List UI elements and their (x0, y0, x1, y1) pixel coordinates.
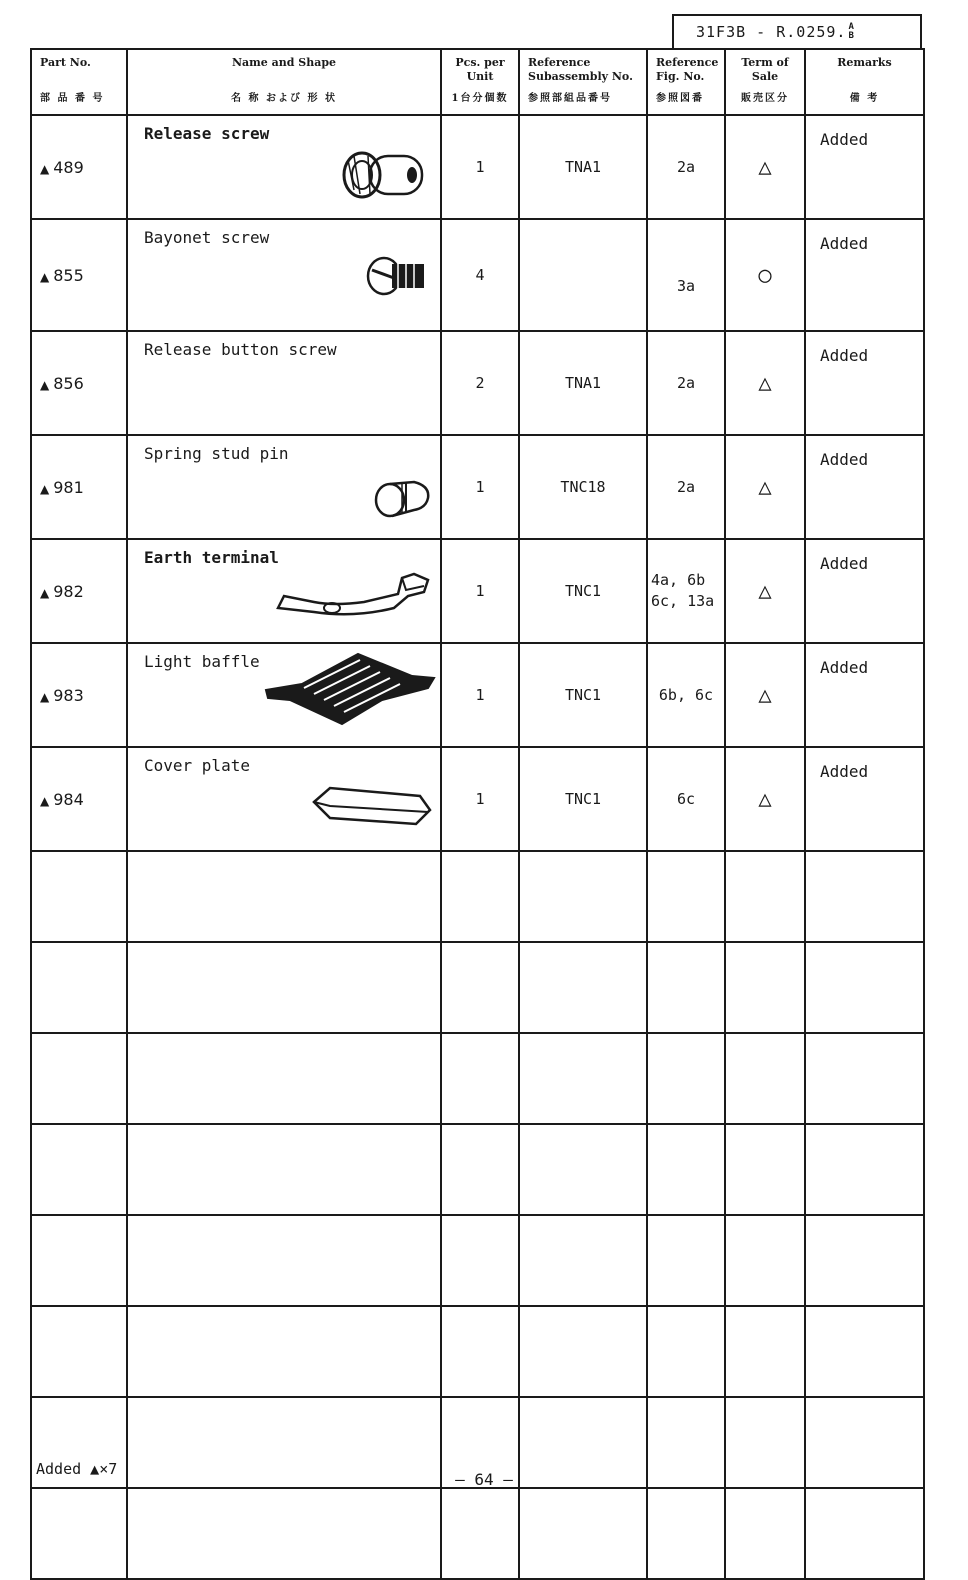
name-shape-cell: Spring stud pin (127, 435, 441, 539)
term-of-sale-cell: △ (725, 115, 805, 219)
remarks-cell: Added (805, 115, 924, 219)
term-of-sale-cell: ○ (725, 219, 805, 331)
part-number-cell: ▲ 855 (31, 219, 127, 331)
subassembly-cell: TNC1 (519, 643, 647, 747)
table-row (31, 643, 924, 747)
part-number-cell: ▲ 981 (31, 435, 127, 539)
name-shape-cell: Cover plate (127, 747, 441, 851)
table-row (31, 539, 924, 643)
empty-row (31, 1306, 924, 1397)
header-reference-fig: Reference Fig. No. 参照図番 (647, 49, 725, 115)
subassembly-cell: TNC1 (519, 747, 647, 851)
light-baffle-icon (262, 648, 436, 726)
subassembly-cell: TNC18 (519, 435, 647, 539)
pcs-cell: 1 (441, 435, 519, 539)
empty-row (31, 851, 924, 942)
remarks-cell: Added (805, 435, 924, 539)
fig-cell: 2a (647, 331, 725, 435)
page-number: — 64 — (455, 1470, 513, 1489)
table-row (31, 115, 924, 219)
table-row (31, 747, 924, 851)
pcs-cell: 1 (441, 539, 519, 643)
table-row (31, 435, 924, 539)
name-shape-cell: Bayonet screw (127, 219, 441, 331)
header-name-shape: Name and Shape 名 称 および 形 状 (127, 49, 441, 115)
document-code (672, 14, 922, 48)
part-number-cell: ▲ 489 (31, 115, 127, 219)
release-screw-icon (340, 148, 426, 202)
header-part-no: Part No. 部 品 番 号 (31, 49, 127, 115)
header-remarks: Remarks 備 考 (805, 49, 924, 115)
term-of-sale-cell: △ (725, 747, 805, 851)
table-row (31, 219, 924, 331)
header-pcs-per-unit: Pcs. per Unit 1台分個数 (441, 49, 519, 115)
empty-row (31, 1215, 924, 1306)
name-shape-cell: Release screw (127, 115, 441, 219)
fig-cell: 6c (647, 747, 725, 851)
cover-plate-icon (310, 782, 434, 832)
parts-table (30, 48, 925, 1580)
empty-row (31, 1124, 924, 1215)
subassembly-cell: TNA1 (519, 115, 647, 219)
header-row (31, 49, 924, 115)
document-code-text: 31F3B - R.0259. (696, 23, 847, 41)
term-of-sale-cell: △ (725, 539, 805, 643)
remarks-cell: Added (805, 219, 924, 331)
pcs-cell: 1 (441, 643, 519, 747)
remarks-cell: Added (805, 643, 924, 747)
name-shape-cell: Release button screw (127, 331, 441, 435)
header-term-of-sale: Term of Sale 販売区分 (725, 49, 805, 115)
pcs-cell: 2 (441, 331, 519, 435)
pcs-cell: 1 (441, 115, 519, 219)
subassembly-cell: TNA1 (519, 331, 647, 435)
part-number-cell: ▲ 856 (31, 331, 127, 435)
term-of-sale-cell: △ (725, 435, 805, 539)
subassembly-cell (519, 219, 647, 331)
fig-line: 6c, 13a (651, 592, 715, 610)
part-number-cell: ▲ 983 (31, 643, 127, 747)
term-of-sale-cell: △ (725, 643, 805, 747)
footer-note: Added ▲×7 (36, 1460, 118, 1478)
name-shape-cell: Earth terminal (127, 539, 441, 643)
remarks-cell: Added (805, 539, 924, 643)
bayonet-screw-icon (364, 254, 434, 298)
fig-cell: 2a (647, 115, 725, 219)
earth-terminal-icon (274, 566, 430, 618)
spring-stud-pin-icon (372, 478, 434, 518)
fig-cell (647, 539, 725, 643)
term-of-sale-cell: △ (725, 331, 805, 435)
header-reference-subassembly: Reference Subassembly No. 参照部組品番号 (519, 49, 647, 115)
fig-cell: 3a (647, 219, 725, 331)
empty-row (31, 942, 924, 1033)
fig-line: 4a, 6b (651, 571, 706, 589)
fig-cell: 6b, 6c (647, 643, 725, 747)
name-shape-cell: Light baffle (127, 643, 441, 747)
part-number-cell: ▲ 984 (31, 747, 127, 851)
document-code-fraction: A B (848, 22, 855, 41)
empty-row (31, 1033, 924, 1124)
pcs-cell: 1 (441, 747, 519, 851)
part-number-cell: ▲ 982 (31, 539, 127, 643)
table-row (31, 331, 924, 435)
pcs-cell: 4 (441, 219, 519, 331)
subassembly-cell: TNC1 (519, 539, 647, 643)
fig-cell: 2a (647, 435, 725, 539)
remarks-cell: Added (805, 747, 924, 851)
remarks-cell: Added (805, 331, 924, 435)
